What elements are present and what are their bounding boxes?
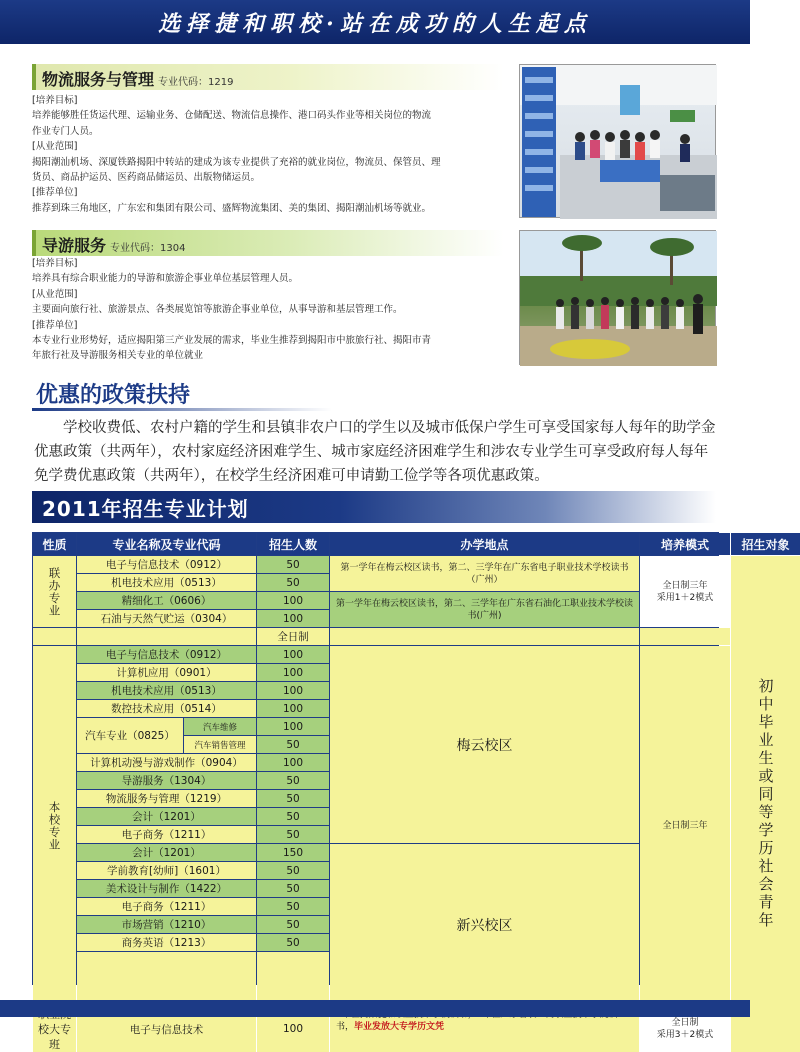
major-count: 50 [257,790,329,807]
major-name: 美术设计与制作（1422） [77,880,256,897]
major-name: 电子商务（1211） [77,826,256,843]
major-name: 导游服务（1304） [77,772,256,789]
major-count: 50 [257,556,329,573]
guide-line: [从业范围] [32,288,78,300]
major-count: 100 [257,754,329,771]
major-name: 精细化工（0606） [77,592,256,609]
empty-cell [77,952,256,1005]
major-name: 物流服务与管理（1219） [77,790,256,807]
major-name: 机电技术应用（0513） [77,574,256,591]
logistics-line: [从业范围] [32,141,78,153]
major-count: 100 [257,682,329,699]
major-count: 50 [257,808,329,825]
major-count: 100 [257,592,329,609]
policy-title-underline [32,408,332,411]
major-name: 电子商务（1211） [77,898,256,915]
major-name: 电子与信息技术（0912） [77,646,256,663]
major-name: 市场营销（1210） [77,916,256,933]
major-name: 石油与天然气贮运（0304） [77,610,256,627]
guide-code: 专业代码：1304 [110,243,186,254]
joint-label: 联办专业 [33,556,76,627]
guide-description [32,256,512,364]
fulltime-label: 全日制 [257,628,329,645]
campus-meiyun: 梅云校区 [330,646,639,843]
major-count: 50 [257,862,329,879]
major-count: 100 [257,610,329,627]
major-name: 计算机动漫与游戏制作（0904） [77,754,256,771]
top-banner [0,0,750,44]
major-name: 汽车专业（0825） [77,718,183,753]
header-location: 办学地点 [330,533,639,555]
logistics-line: 培养能够胜任货运代理、运输业务、仓储配送、物流信息操作、港口码头作业等相关岗位的物流 [32,110,432,122]
major-count: 100 [257,718,329,735]
major-count: 150 [257,844,329,861]
tour-group-photo [519,230,716,365]
major-sub-name: 汽车维修 [184,718,256,735]
logistics-warehouse-photo [519,64,716,218]
major-count: 50 [257,934,329,951]
college-major-name: 电子与信息技术 [77,1006,256,1052]
major-name: 学前教育[幼师]（1601） [77,862,256,879]
enrollment-plan-table [32,532,790,1051]
major-sub-name: 汽车销售管理 [184,736,256,753]
major-count: 50 [257,574,329,591]
guide-line: 主要面向旅行社、旅游景点、各类展览馆等旅游企事业单位，从事导游和基层管理工作。 [32,304,403,316]
college-count: 100 [257,1006,329,1052]
guide-line: [推荐单位] [32,319,78,331]
separator-cell [77,628,256,645]
guide-line: [培养目标] [32,258,78,269]
guide-title: 导游服务 [42,236,107,255]
separator-cell [330,628,639,645]
bottom-bar [0,1000,750,1017]
header-nature: 性质 [33,533,76,555]
campus-xinxing: 新兴校区 [330,844,639,1005]
college-diploma-note: 毕业发放大专学历文凭 [354,1022,445,1032]
policy-title: 优惠的政策扶持 [36,383,191,408]
logistics-code: 专业代码：1219 [158,77,234,88]
major-count: 50 [257,826,329,843]
major-count: 50 [257,916,329,933]
plan-title: 2011年招生专业计划 [42,496,249,521]
college-label: 校大专班 [33,1006,76,1052]
policy-body: 学校收费低、农村户籍的学生和县镇非农户口的学生以及城市低保户学生可享受国家每人每年的助学金优惠政策（共两年），农村家庭经济困难学生、城市家庭经济困难学生和涉农专业学生可享受政府每人每年免学费优惠政策（共两年），在校学生经济困难可申请勤工俭学等各项优惠政策。 [34,420,716,484]
logistics-line: 货员、商品护运员、医药商品储运员、出版物储运员。 [32,172,261,184]
guide-header [32,230,504,256]
header-mode: 培养模式 [640,533,730,555]
enrollment-target: 初中毕业生或同等学历社会青年 [731,556,800,1052]
major-name: 机电技术应用（0513） [77,682,256,699]
guide-line: 年旅行社及导游服务相关专业的单位就业 [32,350,204,362]
school-label: 本校专业 [33,646,76,1005]
college-location-text: 书， [336,1022,355,1032]
joint-location-electronics: 第一学年在梅云校区读书，第二、三学年在广东省电子职业技术学校读书（广州） [330,556,639,591]
college-mode: 全日制 采用3＋2模式 [640,1006,730,1052]
logistics-line: 推荐到珠三角地区，广东宏和集团有限公司、盛辉物流集团、美的集团、揭阳潮汕机场等就业。 [32,202,432,214]
header-count: 招生人数 [257,533,329,555]
logistics-line: [推荐单位] [32,187,78,199]
major-count: 50 [257,736,329,753]
major-count: 100 [257,664,329,681]
empty-cell [257,952,329,1005]
logistics-title: 物流服务与管理 [42,70,155,89]
major-count: 50 [257,772,329,789]
major-count: 100 [257,700,329,717]
header-major: 专业名称及专业代码 [77,533,256,555]
major-name: 计算机应用（0901） [77,664,256,681]
major-count: 100 [257,646,329,663]
major-name: 会计（1201） [77,808,256,825]
separator-cell [640,628,730,645]
joint-mode: 全日制三年 采用1＋2模式 [640,556,730,627]
major-name: 电子与信息技术（0912） [77,556,256,573]
major-name: 数控技术应用（0514） [77,700,256,717]
major-name: 会计（1201） [77,844,256,861]
logistics-description [32,93,512,216]
logistics-header [32,64,504,90]
plan-title-bar [32,491,716,523]
school-mode: 全日制三年 [640,646,730,1005]
major-name: 商务英语（1213） [77,934,256,951]
logistics-line: [培养目标] [32,95,78,106]
logistics-line: 作业专门人员。 [32,125,99,137]
guide-line: 培养具有综合职业能力的导游和旅游企事业单位基层管理人员。 [32,273,299,285]
joint-location-petrochem: 第一学年在梅云校区读书，第二、三学年在广东省石油化工职业技术学校读书(广州) [330,592,639,627]
separator-cell [33,628,76,645]
logistics-line: 揭阳潮汕机场、深厦铁路揭阳中转站的建成为该专业提供了充裕的就业岗位，物流员、保管员、理 [32,156,441,168]
header-target: 招生对象 [731,533,800,555]
guide-line: 本专业行业形势好，适应揭阳第三产业发展的需求，毕业生推荐到揭阳市中旅旅行社、揭阳市青 [32,335,432,347]
major-count: 50 [257,880,329,897]
banner-slogan: 选择捷和职校·站在成功的人生起点 [158,10,592,37]
major-count: 50 [257,898,329,915]
